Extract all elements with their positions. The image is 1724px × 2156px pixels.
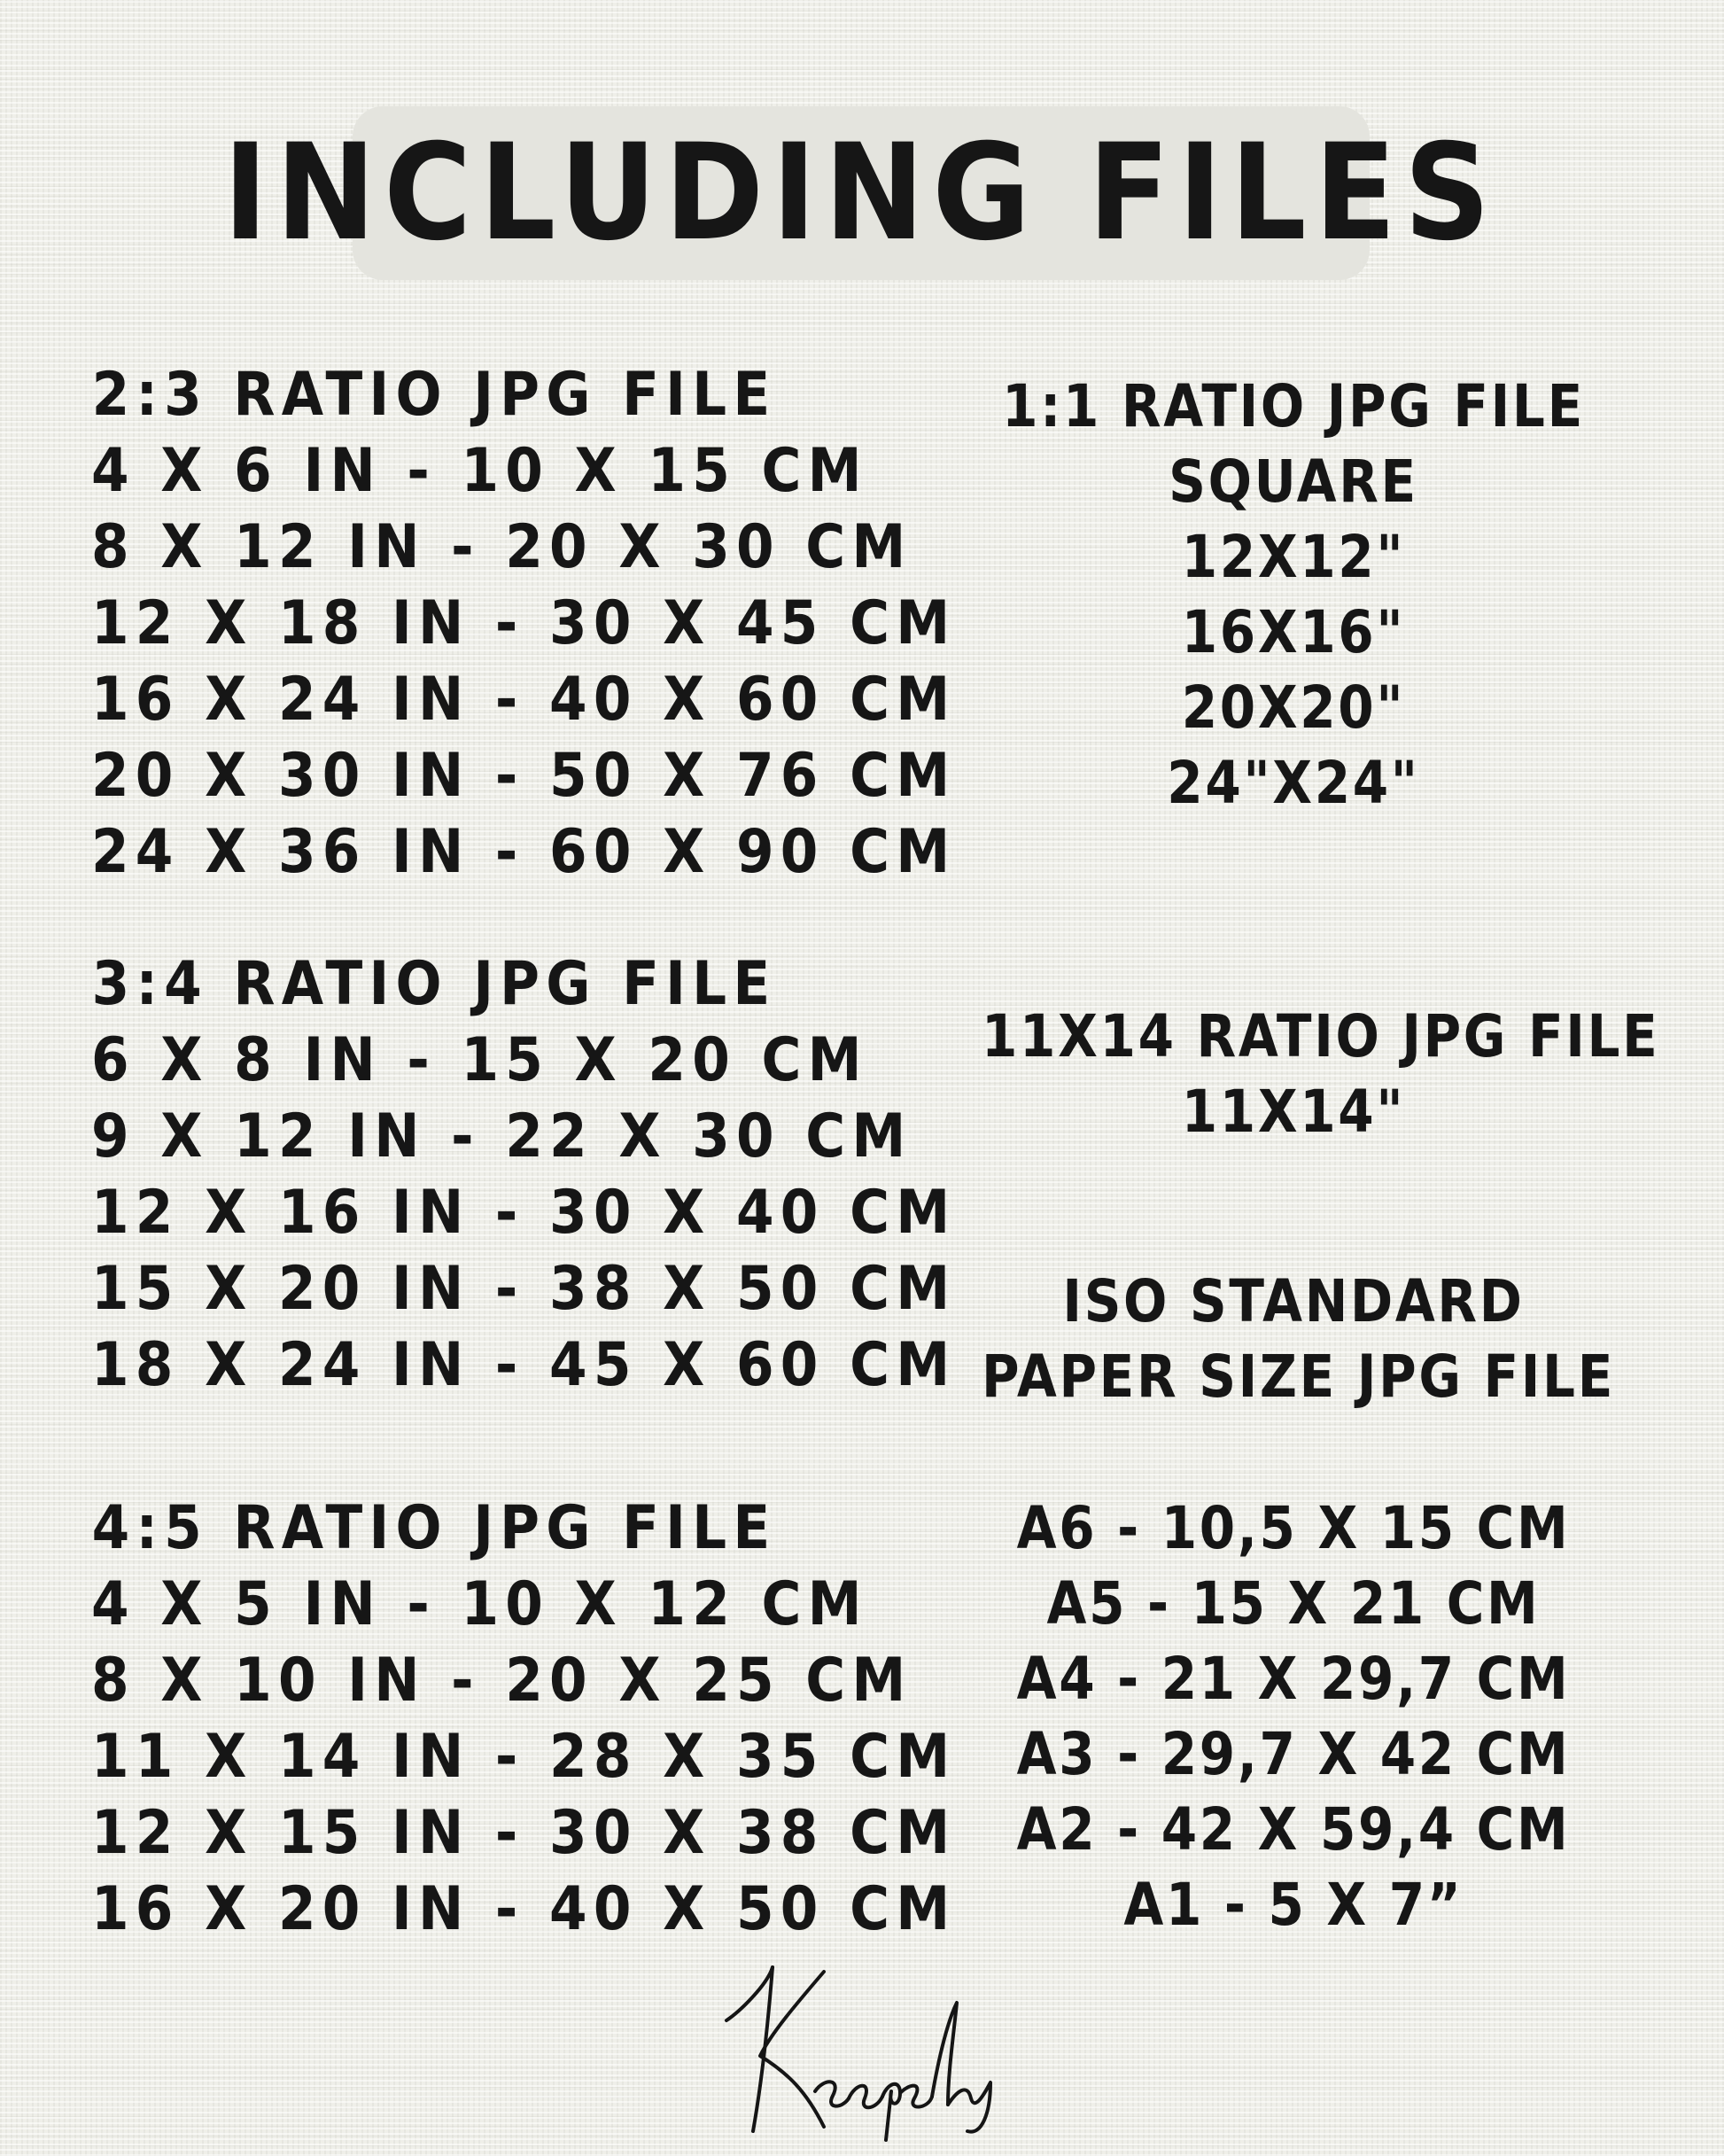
page-title: INCLUDING FILES	[223, 116, 1499, 270]
size-item: 11 X 14 IN - 28 X 35 CM	[91, 1722, 957, 1792]
section-heading: 1:1 RATIO JPG FILE	[1002, 372, 1585, 440]
size-item: 12 X 18 IN - 30 X 45 CM	[91, 588, 957, 658]
section-heading: 2:3 RATIO JPG FILE	[91, 360, 777, 430]
size-item: 12 X 16 IN - 30 X 40 CM	[91, 1178, 957, 1248]
section-4-5-ratio	[53, 1491, 957, 1948]
section-1-1-ratio	[939, 369, 1648, 821]
size-item: 24 X 36 IN - 60 X 90 CM	[91, 817, 957, 887]
size-item: 6 X 8 IN - 15 X 20 CM	[91, 1025, 868, 1095]
size-item: 12 X 15 IN - 30 X 38 CM	[91, 1798, 957, 1868]
size-item: 8 X 10 IN - 20 X 25 CM	[91, 1646, 912, 1716]
size-item: 4 X 5 IN - 10 X 12 CM	[91, 1569, 868, 1639]
size-item: 20X20"	[1181, 673, 1406, 742]
section-heading: PAPER SIZE JPG FILE	[982, 1343, 1616, 1411]
size-item: 18 X 24 IN - 45 X 60 CM	[91, 1330, 957, 1400]
size-item: 8 X 12 IN - 20 X 30 CM	[91, 512, 912, 582]
size-item: 11X14"	[1181, 1078, 1406, 1146]
size-item: 12X12"	[1181, 523, 1406, 591]
size-item: 16 X 20 IN - 40 X 50 CM	[91, 1874, 957, 1944]
section-2-3-ratio	[53, 357, 957, 891]
size-item: 16X16"	[1181, 598, 1406, 666]
size-item: 9 X 12 IN - 22 X 30 CM	[91, 1101, 912, 1171]
size-item: A1 - 5 X 7”	[1123, 1871, 1464, 1939]
size-item: A6 - 10,5 X 15 CM	[1016, 1494, 1571, 1562]
section-11x14-ratio	[939, 999, 1660, 1149]
section-heading: ISO STANDARD	[1062, 1267, 1525, 1335]
section-iso-standard	[939, 1264, 1648, 1414]
size-item: SQUARE	[1169, 448, 1418, 516]
size-item: 24"X24"	[1167, 749, 1420, 817]
size-item: 20 X 30 IN - 50 X 76 CM	[91, 741, 957, 811]
section-heading: 3:4 RATIO JPG FILE	[91, 949, 777, 1019]
iso-size-list	[939, 1491, 1648, 1942]
size-item: 15 X 20 IN - 38 X 50 CM	[91, 1254, 957, 1324]
section-3-4-ratio	[53, 946, 957, 1404]
signature-logo-icon	[691, 1950, 1063, 2144]
size-item: 4 X 6 IN - 10 X 15 CM	[91, 436, 868, 506]
title-banner	[223, 106, 1499, 280]
size-item: 16 X 24 IN - 40 X 60 CM	[91, 665, 957, 735]
section-heading: 4:5 RATIO JPG FILE	[91, 1493, 777, 1563]
section-heading: 11X14 RATIO JPG FILE	[982, 1002, 1660, 1070]
brand-signature	[691, 1950, 1063, 2144]
size-item: A3 - 29,7 X 42 CM	[1016, 1720, 1571, 1788]
size-item: A2 - 42 X 59,4 CM	[1016, 1795, 1571, 1864]
size-item: A4 - 21 X 29,7 CM	[1016, 1645, 1571, 1713]
size-item: A5 - 15 X 21 CM	[1046, 1569, 1541, 1638]
